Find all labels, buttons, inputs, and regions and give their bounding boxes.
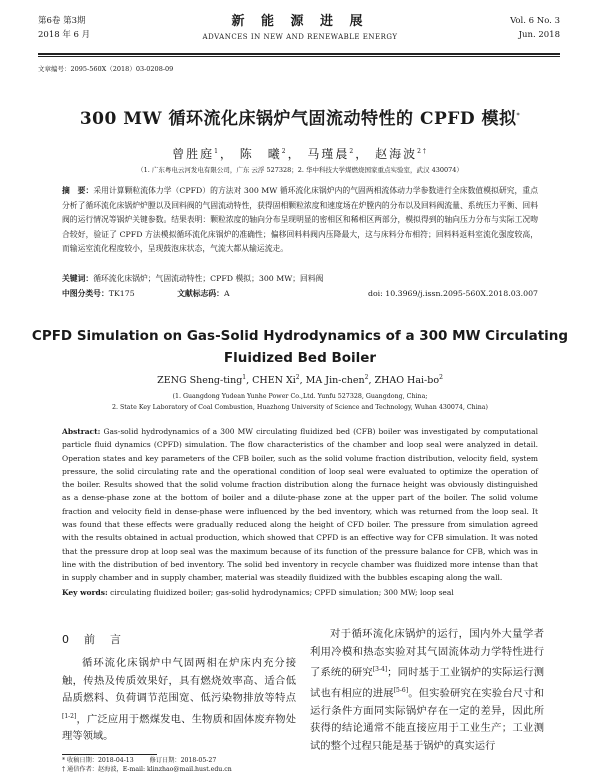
- article-number: 文章编号：2095-560X（2018）03-0208-09: [38, 65, 174, 73]
- keywords-cn-label: 关键词：: [62, 274, 94, 283]
- citation[interactable]: [1-2]: [62, 712, 77, 720]
- volume-en: Vol. 6 No. 3: [510, 16, 560, 26]
- author-en-sup: 2: [364, 374, 369, 381]
- author-en: ZHAO Hai-bo: [374, 375, 440, 387]
- title-cn-text: 300 MW 循环流化床锅炉气固流动特性的 CPFD 模拟: [79, 109, 517, 129]
- class-no-value: TK175: [108, 289, 135, 298]
- author-en: ZENG Sheng-ting: [157, 375, 243, 387]
- author-cn: 赵海波: [375, 147, 418, 161]
- affiliation-en-1: (1. Guangdong Yudean Yunhe Power Co.,Ltd. Yunfu 527328, Guangdong, China;: [172, 393, 428, 400]
- affiliation-en-2: 2. State Key Laboratory of Coal Combustion, Huazhong University of Science and Technology, Wuhan 430074, China): [111, 404, 489, 411]
- doc-code-value: A: [223, 289, 230, 298]
- header-rule-thin: [38, 56, 560, 57]
- body-text: 。但实验研究在实验台尺寸和运行条件方面同实际锅炉存在一定的差异，因此所获得的结论通常不能直接应用于工业生产；工业测试的整个过程只能是基于锅炉的真实运行: [310, 687, 545, 752]
- title-cn: [0, 104, 600, 129]
- author-cn: 陈 曦: [239, 147, 282, 161]
- date-en: Jun. 2018: [518, 30, 560, 40]
- abstract-cn: [62, 184, 538, 257]
- class-no-label: 中图分类号：: [62, 289, 109, 298]
- keywords-en-text: circulating fluidized boiler; gas-solid hydrodynamics; CPFD simulation; 300 MW; loop seal: [110, 587, 454, 597]
- received-label: * 收稿日期：: [62, 757, 98, 764]
- abstract-en: [62, 425, 538, 599]
- footnote: [62, 756, 232, 774]
- corresponding-label: † 通信作者：: [62, 766, 98, 773]
- classification-row: [62, 288, 538, 299]
- citation[interactable]: [5-6]: [393, 686, 409, 694]
- keywords-cn-text: 循环流化床锅炉；气固流动特性；CPFD 模拟；300 MW；回料阀: [93, 274, 324, 283]
- header-right: [510, 14, 560, 42]
- date-cn: 2018 年 6 月: [38, 30, 91, 40]
- doc-code-label: 文献标志码：: [177, 289, 224, 298]
- footnote-dates: [62, 756, 232, 765]
- affiliation-cn: （1. 广东粤电云河发电有限公司，广东 云浮 527328；2. 华中科技大学煤燃烧国家重点实验室，武汉 430074）: [137, 166, 463, 174]
- abstract-en-label: Abstract:: [62, 427, 101, 436]
- header-rule-thick: [38, 53, 560, 55]
- title-en: [0, 325, 600, 369]
- citation[interactable]: [3-4]: [372, 666, 388, 673]
- issue-cn: 第6卷 第3期: [38, 16, 86, 26]
- body-column-left: [62, 655, 296, 746]
- abstract-cn-label: 摘 要：: [62, 186, 94, 195]
- doi-link[interactable]: doi: 10.3969/j.issn.2095-560X.2018.03.007: [367, 289, 538, 298]
- authors-cn: 曾胜庭$^1$， 陈 曦$^2$， 马瑾晨$^2$， 赵海波$^{2\dagger}$: [172, 147, 428, 161]
- title-en-line: Fluidized Bed Boiler: [223, 350, 377, 366]
- authors-en: ZENG Sheng-ting$^1$, CHEN Xi$^2$, MA Jin-chen$^2$, ZHAO Hai-$bo^2$: [157, 374, 443, 387]
- title-en-line: CPFD Simulation on Gas-Solid Hydrodynamics of a 300 MW Circulating: [31, 328, 569, 344]
- author-en-sup: 2: [295, 374, 300, 381]
- author-cn: 马瑾晨: [307, 147, 350, 161]
- body-text: 循环流化床锅炉中气固两相在炉床内充分接触，传热及传质效果好，具有燃烧效率高、适合低品质燃料、负荷调节范围宽、低污染物排放等特点: [62, 657, 296, 704]
- journal-name-cn: 新 能 源 进 展: [231, 14, 369, 29]
- title-cn-footnote-mark: *: [516, 112, 521, 120]
- affiliation-en: [40, 391, 560, 413]
- body-text: ，广泛应用于燃煤发电、生物质和固体废弃物处理等领域。: [62, 712, 296, 743]
- author-en: MA Jin-chen: [305, 375, 365, 387]
- abstract-cn-text: 采用计算颗粒流体力学（CPFD）的方法对 300 MW 循环流化床锅炉内的气固两相流体动力学参数进行全床数值模拟研究，重点分析了循环流化床锅炉炉膛以及回料阀的气固流动特性，获得固相颗粒浓度和速度场在炉膛内的分布以及回料阀流量、系统压力平衡、回料阀的运行情况等锅炉关键参数。结果表明：颗粒浓度的轴向分布呈现明显的密相区和稀相区两部分，模拟得到的轴向压力分布与实际工况吻合较好，验证了 CPFD 方法模拟循环流化床锅炉的准确性；偏移回料料阀内压降最大，这与床料分布相符；回料料返料室流化强度较高，而输运室流化程度较小，呈现鼓泡床状态，气流大都从输运流走。: [62, 186, 539, 253]
- author-cn-sup: 2: [281, 148, 288, 155]
- author-cn: 曾胜庭: [172, 147, 215, 161]
- author-en-sup: 1: [242, 374, 247, 381]
- keywords-en-label: Key words:: [62, 587, 108, 597]
- author-cn-sup: 2†: [417, 148, 428, 155]
- abstract-en-text: Gas-solid hydrodynamics of a 300 MW circulating fluidized bed (CFB) boiler was investigated by computational particle fluid dynamics (CPFD) simulation. The flow characteristics of the chamber and loop seal were analyzed in detail. Operation states and key parameters of the CFB boiler, such as the solid volume fraction distribution, velocity field, system pressure, the solid circulating rate and the operational condition of loop seal were evaluated to optimize the operation of the boiler. Results showed that the solid volume fraction distribution along the furnace height was obviously distinguished as a dense-phase zone at the bottom of boiler and a dilute-phase zone at the upper part of the boiler. The solid volume fraction and velocity field in dense-phase were influenced by the bed inventory, which was returned from the loop seal. It was found that these effects were gradually reduced along the height of CFD boiler. The pressure from simulation agreed with the results obtained in actual production, which showed that CPFD is an effective way for CFB simulation. It was noted that the pressure drop at loop seal was the maximum because of its function of the pressure balance for CFB, which was in line with the distribution of bed inventory. The solid bed inventory in recycle chamber was fluidized more intense than that in supply chamber and in supply chamber, material was steadily fluidized with the bubbles escaping along the wall.: [62, 427, 538, 583]
- author-cn-sup: 2: [349, 148, 356, 155]
- journal-name-en: ADVANCES IN NEW AND RENEWABLE ENERGY: [202, 33, 398, 41]
- author-en-sup: 2: [439, 374, 443, 381]
- body-column-right: [310, 626, 544, 755]
- footnote-rule: [62, 754, 157, 755]
- revised-date: 2018-05-27: [180, 757, 217, 764]
- body-text: 对于循环流化床锅炉的运行，国内外大量学者利用冷模和热态实验对其气固流体动力学特性进行了系统的研究: [310, 628, 544, 679]
- keywords-cn: [62, 273, 538, 284]
- received-date: 2018-04-13: [98, 757, 134, 764]
- section-heading: 0 前 言: [62, 633, 123, 646]
- footnote-corresponding: [62, 765, 232, 774]
- keywords-en: [62, 586, 538, 599]
- revised-label: 修订日期：: [149, 757, 181, 764]
- author-en: CHEN Xi: [252, 375, 296, 387]
- corresponding-author[interactable]: 赵海波，E-mail: klinzhao@mail.hust.edu.cn: [98, 766, 232, 773]
- author-cn-sup: 1: [214, 148, 220, 155]
- body-text: ；同时基于工业锅炉的实际运行测试也有相应的进展: [310, 666, 545, 700]
